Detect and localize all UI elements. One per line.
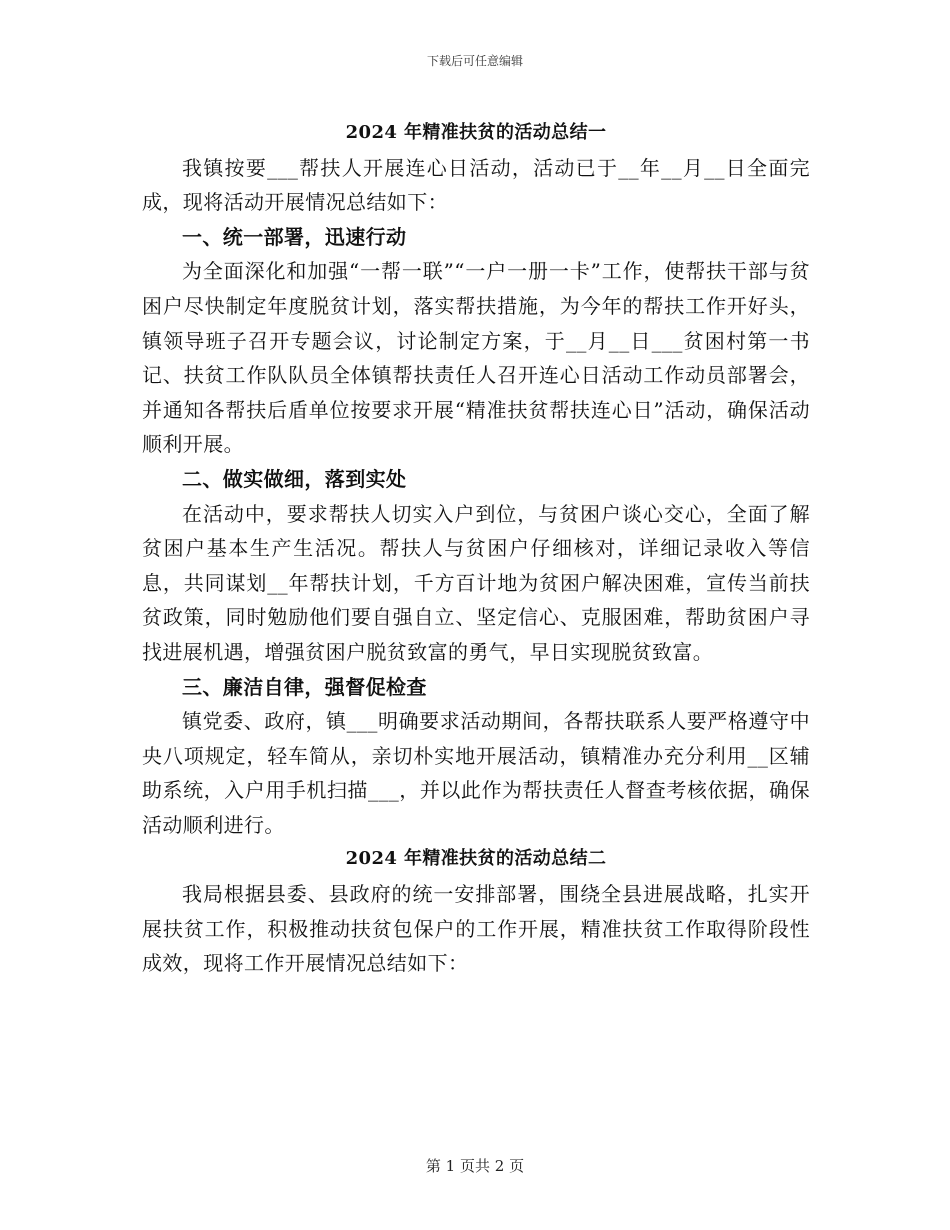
intro-paragraph-1: 我镇按要___帮扶人开展连心日活动，活动已于__年__月__日全面完成，现将活动开展情况总结如下： [142,155,810,215]
document-body [142,116,810,981]
section-heading-2: 二、做实做细，落到实处 [182,466,407,491]
document-title-2: 2024 年精准扶贫的活动总结二 [345,848,607,870]
intro-paragraph-2: 我局根据县委、县政府的统一安排部署，围绕全县进展战略，扎实开展扶贫工作，积极推动扶贫包保户的工作开展，精准扶贫工作取得阶段性成效，现将工作开展情况总结如下： [142,882,810,976]
section-heading-1: 一、统一部署，迅速行动 [182,224,407,249]
section-body-1: 为全面深化和加强“一帮一联”“一户一册一卡”工作，使帮扶干部与贫困户尽快制定年度脱贫计划，落实帮扶措施，为今年的帮扶工作开好头，镇领导班子召开专题会议，讨论制定方案，于__月__日___贫困村第一书记、扶贫工作队队员全体镇帮扶责任人召开连心日活动工作动员部署会，并通知各帮扶后盾单位按要求开展“精准扶贫帮扶连心日”活动，确保活动顺利开展。 [142,259,810,457]
section-heading-3: 三、廉洁自律，强督促检查 [182,674,427,699]
document-title-1: 2024 年精准扶贫的活动总结一 [345,122,607,143]
section-body-2: 在活动中，要求帮扶人切实入户到位，与贫困户谈心交心，全面了解贫困户基本生产生活况。帮扶人与贫困户仔细核对，详细记录收入等信息，共同谋划__年帮扶计划，千方百计地为贫困户解决困难，宣传当前扶贫政策，同时勉励他们要自强自立、坚定信心、克服困难，帮助贫困户寻找进展机遇，增强贫困户脱贫致富的勇气，早日实现脱贫致富。 [142,501,810,664]
page-footer: 第 1 页共 2 页 [425,1157,525,1175]
page-header: 下载后可任意编辑 [426,54,523,68]
section-body-3: 镇党委、政府，镇___明确要求活动期间，各帮扶联系人要严格遵守中央八项规定，轻车简从，亲切朴实地开展活动，镇精准办充分利用__区辅助系统，入户用手机扫描___，并以此作为帮扶责任人督查考核依据，确保活动顺利进行。 [142,709,810,837]
